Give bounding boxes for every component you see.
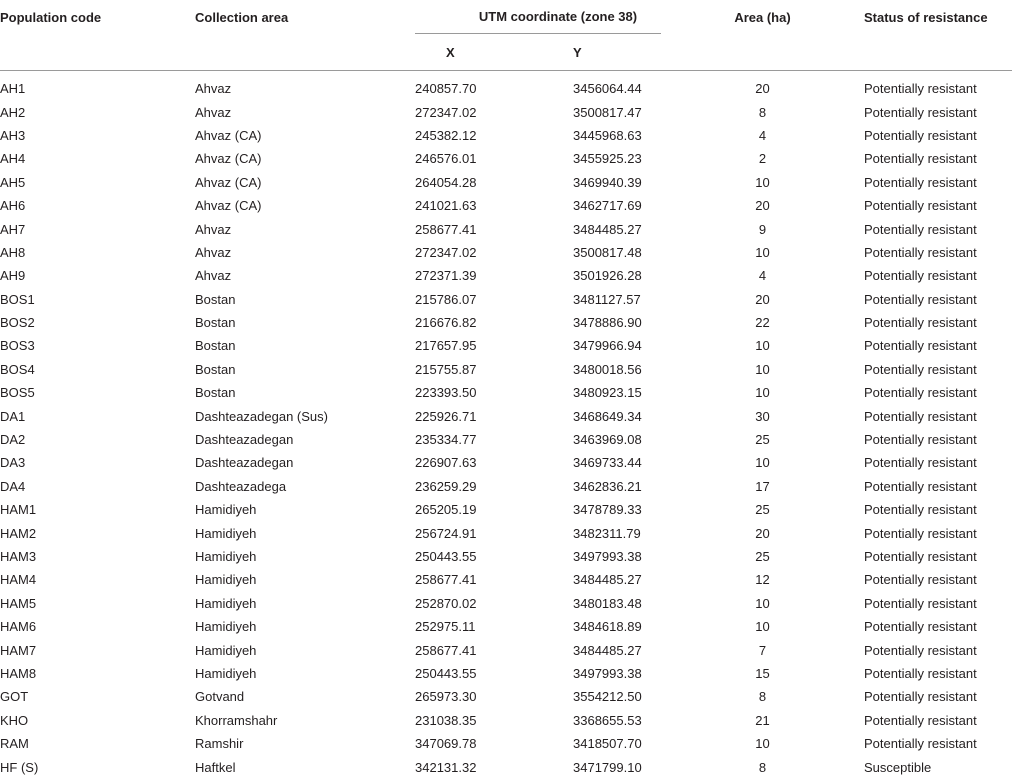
- header-collection-area: Collection area: [195, 0, 415, 71]
- cell-status: Potentially resistant: [864, 455, 977, 471]
- cell-population-code: DA4: [0, 478, 26, 494]
- cell-utm-y: 3462836.21: [573, 478, 642, 494]
- cell-utm-x: 236259.29: [415, 478, 477, 494]
- header-population-code: Population code: [0, 0, 195, 71]
- cell-utm-y: 3480923.15: [573, 385, 642, 401]
- cell-utm-y: 3480018.56: [573, 361, 642, 377]
- cell-population-code: AH9: [0, 268, 26, 284]
- cell-area-ha: 10: [755, 385, 770, 401]
- cell-utm-y: 3368655.53: [573, 712, 642, 728]
- cell-population-code: AH4: [0, 151, 26, 167]
- cell-collection-area: Ahvaz (CA): [195, 151, 262, 167]
- cell-collection-area: Ahvaz: [195, 221, 232, 237]
- cell-utm-y: 3478789.33: [573, 502, 642, 518]
- cell-status: Potentially resistant: [864, 221, 977, 237]
- cell-status: Potentially resistant: [864, 595, 977, 611]
- cell-utm-y: 3554212.50: [573, 689, 642, 705]
- cell-utm-x: 246576.01: [415, 151, 477, 167]
- cell-collection-area: Hamidiyeh: [195, 619, 257, 635]
- cell-collection-area: Dashteazadegan: [195, 432, 294, 448]
- cell-population-code: HF (S): [0, 759, 39, 775]
- cell-area-ha: 8: [758, 759, 767, 775]
- cell-collection-area: Gotvand: [195, 689, 245, 705]
- table-row: [0, 662, 1012, 685]
- cell-utm-x: 264054.28: [415, 174, 477, 190]
- cell-utm-x: 347069.78: [415, 736, 477, 752]
- cell-collection-area: Hamidiyeh: [195, 525, 257, 541]
- cell-population-code: BOS1: [0, 291, 35, 307]
- cell-utm-x: 272347.02: [415, 104, 477, 120]
- cell-collection-area: Bostan: [195, 385, 236, 401]
- cell-status: Potentially resistant: [864, 198, 977, 214]
- cell-utm-x: 240857.70: [415, 81, 477, 97]
- cell-utm-y: 3481127.57: [573, 291, 641, 307]
- cell-collection-area: Hamidiyeh: [195, 642, 257, 658]
- table-row: [0, 428, 1012, 451]
- cell-utm-y: 3500817.47: [573, 104, 642, 120]
- cell-utm-x: 223393.50: [415, 385, 477, 401]
- cell-status: Potentially resistant: [864, 619, 977, 635]
- cell-population-code: HAM7: [0, 642, 37, 658]
- cell-area-ha: 20: [755, 81, 770, 97]
- cell-area-ha: 17: [755, 478, 770, 494]
- cell-area-ha: 9: [758, 221, 767, 237]
- cell-utm-y: 3500817.48: [573, 244, 642, 260]
- cell-population-code: HAM3: [0, 549, 37, 564]
- cell-status: Potentially resistant: [864, 291, 977, 307]
- cell-utm-x: 342131.32: [415, 759, 477, 775]
- cell-status: Potentially resistant: [864, 104, 977, 120]
- cell-status: Potentially resistant: [864, 572, 977, 588]
- table-row: [0, 568, 1012, 591]
- header-x: X: [415, 34, 567, 71]
- cell-population-code: AH3: [0, 127, 26, 143]
- cell-status: Potentially resistant: [864, 361, 977, 377]
- table-row: [0, 334, 1012, 357]
- table-row: [0, 615, 1012, 638]
- cell-utm-y: 3497993.38: [573, 549, 642, 564]
- cell-status: Potentially resistant: [864, 689, 977, 705]
- table-row: [0, 71, 1012, 101]
- cell-population-code: HAM8: [0, 665, 37, 681]
- cell-status: Susceptible: [864, 759, 932, 775]
- cell-area-ha: 10: [755, 174, 770, 190]
- table-row: [0, 100, 1012, 123]
- cell-area-ha: 10: [755, 361, 770, 377]
- cell-utm-y: 3468649.34: [573, 408, 642, 424]
- cell-population-code: HAM6: [0, 619, 37, 635]
- cell-collection-area: Hamidiyeh: [195, 549, 257, 564]
- cell-status: Potentially resistant: [864, 338, 977, 354]
- cell-collection-area: Dashteazadegan (Sus): [195, 408, 328, 424]
- cell-collection-area: Hamidiyeh: [195, 502, 257, 518]
- cell-population-code: DA1: [0, 408, 26, 424]
- cell-population-code: DA3: [0, 455, 26, 471]
- header-status: Status of resistance: [864, 0, 1012, 71]
- cell-area-ha: 4: [758, 127, 767, 143]
- cell-area-ha: 20: [755, 525, 770, 541]
- cell-population-code: HAM4: [0, 572, 37, 588]
- cell-collection-area: Ramshir: [195, 736, 244, 752]
- cell-utm-x: 272371.39: [415, 268, 477, 284]
- cell-area-ha: 25: [755, 549, 770, 564]
- cell-area-ha: 10: [755, 338, 770, 354]
- table-row: [0, 521, 1012, 544]
- cell-status: Potentially resistant: [864, 642, 977, 658]
- table-row: [0, 709, 1012, 732]
- table-row: [0, 358, 1012, 381]
- cell-collection-area: Ahvaz: [195, 244, 232, 260]
- cell-utm-x: 231038.35: [415, 712, 477, 728]
- cell-collection-area: Ahvaz: [195, 81, 232, 97]
- cell-utm-x: 217657.95: [415, 338, 477, 354]
- cell-utm-y: 3418507.70: [573, 736, 642, 752]
- table-row: [0, 638, 1012, 661]
- cell-status: Potentially resistant: [864, 549, 977, 564]
- cell-utm-y: 3479966.94: [573, 338, 642, 354]
- cell-collection-area: Ahvaz: [195, 104, 232, 120]
- cell-utm-x: 252975.11: [415, 619, 476, 635]
- table-row: [0, 171, 1012, 194]
- cell-population-code: BOS3: [0, 338, 35, 354]
- cell-utm-y: 3455925.23: [573, 151, 642, 167]
- cell-status: Potentially resistant: [864, 151, 977, 167]
- table-row: [0, 732, 1012, 755]
- cell-status: Potentially resistant: [864, 81, 977, 97]
- cell-population-code: BOS5: [0, 385, 35, 401]
- cell-utm-y: 3484485.27: [573, 642, 642, 658]
- table-row: [0, 475, 1012, 498]
- cell-collection-area: Ahvaz: [195, 268, 232, 284]
- table-row: [0, 147, 1012, 170]
- cell-utm-x: 250443.55: [415, 665, 477, 681]
- cell-population-code: AH7: [0, 221, 26, 237]
- cell-utm-x: 265205.19: [415, 502, 477, 518]
- cell-utm-y: 3484618.89: [573, 619, 642, 635]
- cell-area-ha: 10: [755, 595, 770, 611]
- cell-utm-x: 215755.87: [415, 361, 477, 377]
- cell-utm-y: 3469940.39: [573, 174, 642, 190]
- cell-collection-area: Bostan: [195, 361, 236, 377]
- table-row: [0, 381, 1012, 404]
- cell-area-ha: 22: [755, 315, 770, 331]
- cell-area-ha: 8: [758, 104, 767, 120]
- cell-status: Potentially resistant: [864, 174, 977, 190]
- cell-utm-y: 3480183.48: [573, 595, 642, 611]
- cell-area-ha: 30: [755, 408, 770, 424]
- cell-utm-x: 252870.02: [415, 595, 477, 611]
- table-row: [0, 451, 1012, 474]
- table-row: [0, 124, 1012, 147]
- cell-area-ha: 21: [755, 712, 770, 728]
- table-row: [0, 755, 1012, 778]
- cell-population-code: DA2: [0, 432, 26, 448]
- cell-utm-x: 226907.63: [415, 455, 477, 471]
- table-row: [0, 545, 1012, 568]
- cell-population-code: HAM2: [0, 525, 37, 541]
- cell-utm-y: 3445968.63: [573, 127, 642, 143]
- cell-area-ha: 10: [755, 244, 770, 260]
- cell-collection-area: Hamidiyeh: [195, 595, 257, 611]
- header-utm-coordinate: UTM coordinate (zone 38): [415, 0, 661, 34]
- cell-utm-y: 3478886.90: [573, 315, 642, 331]
- cell-area-ha: 25: [755, 502, 770, 518]
- cell-status: Potentially resistant: [864, 315, 977, 331]
- header-area-ha: Area (ha): [661, 0, 864, 71]
- cell-population-code: AH1: [0, 81, 26, 97]
- header-y: Y: [567, 34, 661, 71]
- cell-collection-area: Khorramshahr: [195, 712, 278, 728]
- cell-collection-area: Bostan: [195, 291, 236, 307]
- table-row: [0, 264, 1012, 287]
- cell-population-code: BOS2: [0, 315, 35, 331]
- cell-area-ha: 25: [755, 432, 770, 448]
- table-row: [0, 217, 1012, 240]
- cell-population-code: AH8: [0, 244, 26, 260]
- cell-utm-y: 3471799.10: [573, 759, 642, 775]
- cell-utm-x: 245382.12: [415, 127, 477, 143]
- cell-utm-x: 235334.77: [415, 432, 477, 448]
- table-row: [0, 241, 1012, 264]
- cell-status: Potentially resistant: [864, 385, 977, 401]
- table-row: [0, 194, 1012, 217]
- cell-collection-area: Ahvaz (CA): [195, 174, 262, 190]
- cell-area-ha: 12: [755, 572, 770, 588]
- cell-status: Potentially resistant: [864, 244, 977, 260]
- cell-utm-x: 272347.02: [415, 244, 477, 260]
- cell-utm-y: 3484485.27: [573, 221, 642, 237]
- cell-utm-x: 241021.63: [415, 198, 477, 214]
- cell-status: Potentially resistant: [864, 525, 977, 541]
- cell-population-code: AH2: [0, 104, 26, 120]
- cell-population-code: HAM5: [0, 595, 37, 611]
- cell-utm-x: 256724.91: [415, 525, 477, 541]
- cell-area-ha: 8: [758, 689, 767, 705]
- cell-utm-x: 258677.41: [415, 221, 477, 237]
- cell-collection-area: Dashteazadegan: [195, 455, 294, 471]
- cell-utm-y: 3456064.44: [573, 81, 642, 97]
- cell-utm-y: 3497993.38: [573, 665, 642, 681]
- cell-utm-x: 258677.41: [415, 642, 477, 658]
- cell-utm-y: 3501926.28: [573, 268, 642, 284]
- cell-population-code: RAM: [0, 736, 29, 752]
- table-row: [0, 288, 1012, 311]
- cell-utm-x: 215786.07: [415, 291, 477, 307]
- cell-status: Potentially resistant: [864, 665, 977, 681]
- cell-status: Potentially resistant: [864, 502, 977, 518]
- table-row: [0, 498, 1012, 521]
- cell-collection-area: Bostan: [195, 338, 236, 354]
- cell-area-ha: 7: [758, 642, 767, 658]
- table-row: [0, 685, 1012, 708]
- cell-utm-x: 225926.71: [415, 408, 477, 424]
- cell-area-ha: 2: [758, 151, 767, 167]
- cell-area-ha: 4: [758, 268, 767, 284]
- cell-utm-y: 3462717.69: [573, 198, 642, 214]
- table-row: [0, 311, 1012, 334]
- cell-collection-area: Hamidiyeh: [195, 665, 257, 681]
- cell-population-code: HAM1: [0, 502, 37, 518]
- cell-area-ha: 20: [755, 198, 770, 214]
- cell-status: Potentially resistant: [864, 478, 977, 494]
- cell-area-ha: 10: [755, 619, 770, 635]
- cell-utm-x: 265973.30: [415, 689, 477, 705]
- cell-utm-y: 3469733.44: [573, 455, 642, 471]
- cell-population-code: AH6: [0, 198, 26, 214]
- cell-status: Potentially resistant: [864, 432, 977, 448]
- cell-collection-area: Bostan: [195, 315, 236, 331]
- cell-collection-area: Ahvaz (CA): [195, 198, 262, 214]
- cell-population-code: GOT: [0, 689, 29, 705]
- cell-utm-y: 3484485.27: [573, 572, 642, 588]
- cell-population-code: AH5: [0, 174, 26, 190]
- cell-area-ha: 15: [755, 665, 770, 681]
- cell-utm-x: 258677.41: [415, 572, 477, 588]
- cell-collection-area: Hamidiyeh: [195, 572, 257, 588]
- cell-utm-x: 250443.55: [415, 549, 477, 564]
- cell-area-ha: 10: [755, 736, 770, 752]
- cell-utm-x: 216676.82: [415, 315, 477, 331]
- cell-status: Potentially resistant: [864, 736, 977, 752]
- cell-status: Potentially resistant: [864, 408, 977, 424]
- cell-area-ha: 10: [755, 455, 770, 471]
- cell-population-code: BOS4: [0, 361, 35, 377]
- table-row: [0, 592, 1012, 615]
- cell-status: Potentially resistant: [864, 268, 977, 284]
- cell-status: Potentially resistant: [864, 712, 977, 728]
- cell-collection-area: Dashteazadega: [195, 478, 287, 494]
- cell-collection-area: Haftkel: [195, 759, 236, 775]
- cell-collection-area: Ahvaz (CA): [195, 127, 262, 143]
- cell-population-code: KHO: [0, 712, 29, 728]
- cell-utm-y: 3482311.79: [573, 525, 641, 541]
- cell-status: Potentially resistant: [864, 127, 977, 143]
- cell-area-ha: 20: [755, 291, 770, 307]
- cell-utm-y: 3463969.08: [573, 432, 642, 448]
- table-row: [0, 404, 1012, 427]
